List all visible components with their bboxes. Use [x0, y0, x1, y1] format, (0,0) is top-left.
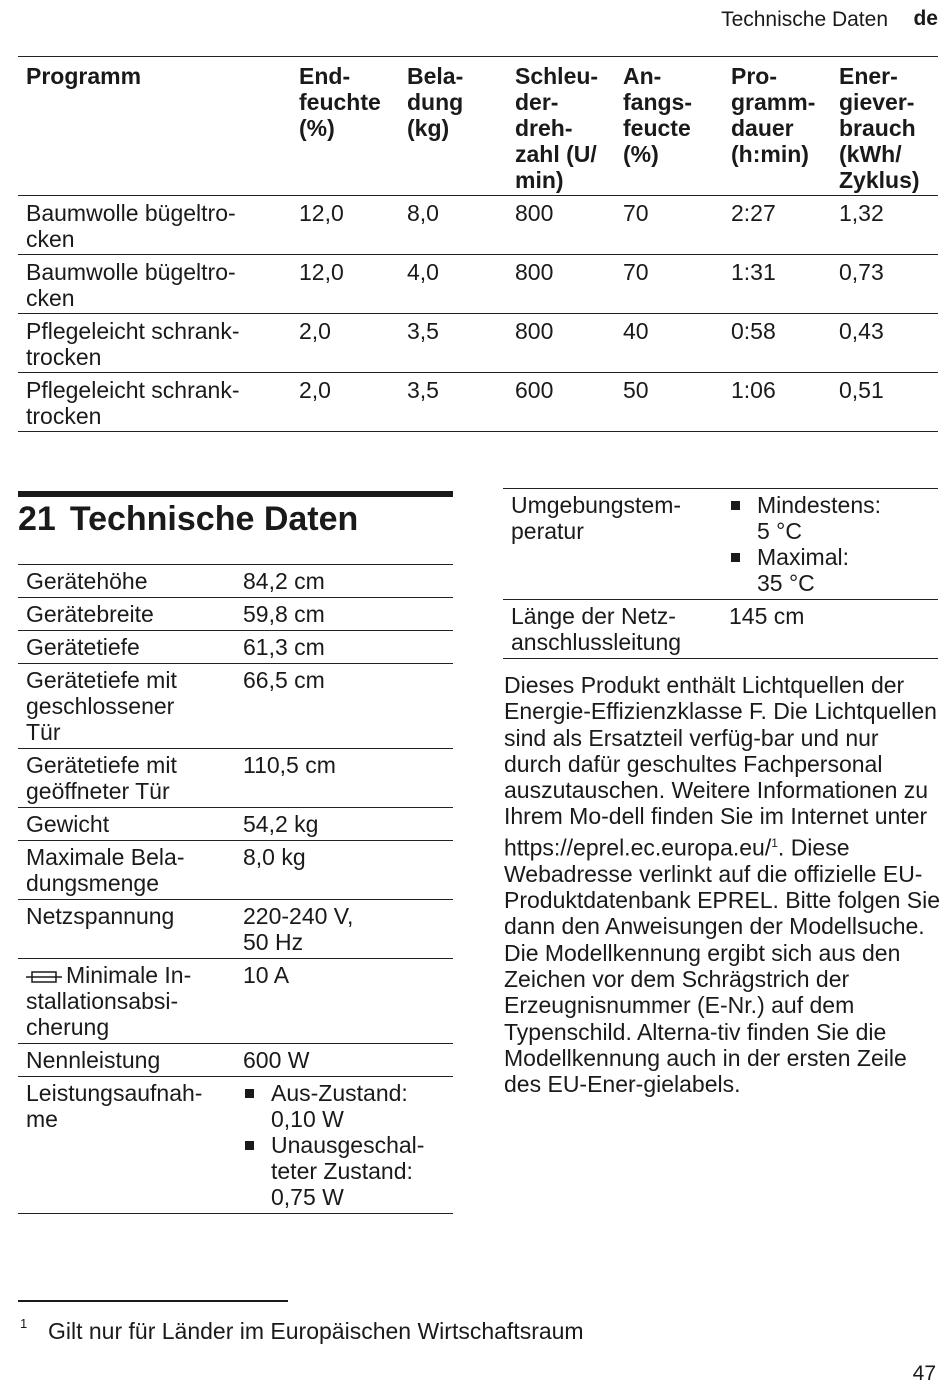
spec-label: Gerätetiefe mit geschlossener Tür — [26, 667, 177, 745]
table-cell: 70 — [623, 259, 649, 285]
spec-label-cell — [18, 565, 235, 598]
spec-label-cell — [18, 749, 235, 808]
spec-row — [18, 664, 453, 749]
table-cell: 0,51 — [839, 377, 884, 403]
table-cell: 2,0 — [299, 318, 331, 344]
spec-label-cell — [18, 664, 235, 749]
column-header: Ener- giever- brauch (kWh/ Zyklus) — [839, 63, 920, 193]
spec-value: 66,5 cm — [243, 667, 325, 693]
spec-value-cell — [235, 631, 453, 664]
spec-row — [18, 841, 453, 900]
spec-bullet-list — [243, 1080, 453, 1210]
spec-bullet-list — [729, 492, 938, 596]
spec-row — [18, 900, 453, 959]
spec-label: Maximale Bela- dungsmenge — [26, 844, 185, 896]
page-number: 47 — [912, 1362, 936, 1385]
table-cell: 800 — [515, 318, 554, 344]
table-row — [18, 196, 938, 255]
section-heading — [18, 500, 358, 539]
spec-value-cell — [235, 959, 453, 1044]
column-header: End- feuchte (%) — [299, 63, 381, 141]
spec-value: 8,0 kg — [243, 844, 306, 870]
table-cell: 1,32 — [839, 200, 884, 226]
table-cell: Baumwolle bügeltro- cken — [26, 200, 236, 252]
footnote-text: Gilt nur für Länder im Europäischen Wirtschaftsraum — [48, 1318, 584, 1344]
section-title: Technische Daten — [69, 500, 359, 538]
column-header: Bela- dung (kg) — [407, 63, 464, 141]
spec-value: 145 cm — [729, 603, 805, 629]
spec-bullet-item: Mindestens: 5 °C — [729, 492, 938, 544]
table-cell: Baumwolle bügeltro- cken — [26, 259, 236, 311]
spec-label-cell — [503, 489, 721, 600]
table-cell: 800 — [515, 200, 554, 226]
table-cell: 0:58 — [731, 318, 776, 344]
fuse-icon — [26, 970, 62, 984]
spec-row — [503, 489, 938, 600]
spec-row — [18, 749, 453, 808]
table-cell: Pflegeleicht schrank- trocken — [26, 318, 240, 370]
spec-row — [503, 600, 938, 659]
spec-label: Gerätebreite — [26, 601, 154, 627]
spec-value: 110,5 cm — [243, 752, 336, 778]
program-table — [18, 56, 938, 432]
spec-label-cell — [18, 598, 235, 631]
spec-value: 600 W — [243, 1047, 310, 1073]
spec-bullet-item: Maximal: 35 °C — [729, 544, 938, 596]
column-header: Pro- gramm- dauer (h:min) — [731, 63, 816, 167]
paragraph-text-continued: . Diese Webadresse verlinkt auf die offizielle EU-Produktdatenbank EPREL. Bitte folgen Sie dann den Anweisungen der Modellsuche. Die Modellkennung ergibt sich aus den Zeichen vor dem Schrägstrich der Erzeugnisnummer (E-Nr.) auf dem Typenschild. Alterna-tiv finden Sie die Modellkennung auch in der ersten Zeile des EU-Ener-gielabels. — [504, 834, 941, 1098]
spec-label-cell — [503, 600, 721, 659]
language-code: de — [913, 7, 938, 30]
table-cell: 12,0 — [299, 259, 344, 285]
section-rule — [18, 491, 453, 497]
section-number: 21 — [18, 500, 56, 538]
spec-label-cell — [18, 959, 235, 1044]
table-cell: Pflegeleicht schrank- trocken — [26, 377, 240, 429]
table-cell: 70 — [623, 200, 649, 226]
table-cell: 1:31 — [731, 259, 776, 285]
table-cell: 50 — [623, 377, 649, 403]
column-header: An- fangs- feucte (%) — [623, 63, 692, 167]
spec-value-cell — [235, 565, 453, 598]
spec-label-cell — [18, 631, 235, 664]
spec-value: 84,2 cm — [243, 568, 325, 594]
table-cell: 3,5 — [407, 318, 439, 344]
spec-label-cell — [18, 900, 235, 959]
table-cell: 8,0 — [407, 200, 439, 226]
footnote-mark: 1 — [20, 1316, 28, 1331]
running-header-title: Technische Daten — [721, 8, 888, 31]
spec-label: Gewicht — [26, 811, 110, 837]
spec-row — [18, 631, 453, 664]
spec-label: Minimale In- stallationsabsi- cherung — [26, 962, 192, 1040]
spec-label: Nennleistung — [26, 1047, 161, 1073]
table-cell: 2:27 — [731, 200, 776, 226]
spec-value-cell — [721, 600, 938, 659]
spec-value-cell — [235, 841, 453, 900]
table-cell: 40 — [623, 318, 649, 344]
spec-label-cell — [18, 1077, 235, 1214]
spec-bullet-item: Aus-Zustand: 0,10 W — [243, 1080, 453, 1132]
spec-label: Umgebungstem- peratur — [511, 492, 682, 544]
program-table-header — [18, 57, 938, 196]
table-row — [18, 255, 938, 314]
table-row — [18, 314, 938, 373]
spec-value-cell — [235, 749, 453, 808]
spec-row — [18, 1044, 453, 1077]
spec-value-cell — [235, 664, 453, 749]
tech-specs-table — [18, 564, 453, 1214]
spec-value-cell — [235, 1077, 453, 1214]
spec-value: 220-240 V, 50 Hz — [243, 903, 354, 955]
spec-label: Länge der Netz- anschlussleitung — [511, 603, 682, 655]
footnote-rule — [18, 1300, 288, 1302]
spec-label: Gerätehöhe — [26, 568, 148, 594]
paragraph-text: Dieses Produkt enthält Lichtquellen der Energie-Effizienzklasse F. Die Lichtquellen sind als Ersatzteil verfüg-bar und nur durch dafür geschultes Fachpersonal auszutauschen. Weitere Informationen zu Ihrem Mo-dell finden Sie im Internet unter https://eprel.ec.europa.eu/ — [504, 672, 937, 861]
light-source-info-paragraph — [504, 672, 940, 1097]
spec-label: Gerätetiefe mit geöffneter Tür — [26, 752, 177, 804]
column-header: Schleu- der- dreh- zahl (U/ min) — [515, 63, 599, 193]
column-header: Programm — [26, 63, 142, 89]
spec-value-cell — [235, 808, 453, 841]
spec-row — [18, 598, 453, 631]
table-cell: 0,73 — [839, 259, 884, 285]
table-cell: 800 — [515, 259, 554, 285]
table-cell: 2,0 — [299, 377, 331, 403]
spec-value: 59,8 cm — [243, 601, 325, 627]
table-row — [18, 373, 938, 432]
spec-label-cell — [18, 1044, 235, 1077]
table-cell: 600 — [515, 377, 554, 403]
table-cell: 3,5 — [407, 377, 439, 403]
spec-row — [18, 808, 453, 841]
table-cell: 4,0 — [407, 259, 439, 285]
spec-value: 61,3 cm — [243, 634, 325, 660]
spec-label: Netzspannung — [26, 903, 175, 929]
spec-label-cell — [18, 841, 235, 900]
spec-value: 10 A — [243, 962, 290, 988]
spec-row — [18, 1077, 453, 1214]
spec-label: Gerätetiefe — [26, 634, 140, 660]
spec-value-cell — [235, 598, 453, 631]
tech-specs-table-continued — [503, 488, 938, 659]
spec-value-cell — [235, 1044, 453, 1077]
footnote-reference: 1 — [771, 835, 778, 850]
spec-value: 54,2 kg — [243, 811, 319, 837]
spec-bullet-item: Unausgeschal- teter Zustand: 0,75 W — [243, 1132, 453, 1210]
table-cell: 1:06 — [731, 377, 776, 403]
table-cell: 12,0 — [299, 200, 344, 226]
spec-row — [18, 565, 453, 598]
spec-value-cell — [235, 900, 453, 959]
spec-row — [18, 959, 453, 1044]
spec-value-cell — [721, 489, 938, 600]
table-cell: 0,43 — [839, 318, 884, 344]
spec-label: Leistungsaufnah- me — [26, 1080, 203, 1132]
spec-label-cell — [18, 808, 235, 841]
